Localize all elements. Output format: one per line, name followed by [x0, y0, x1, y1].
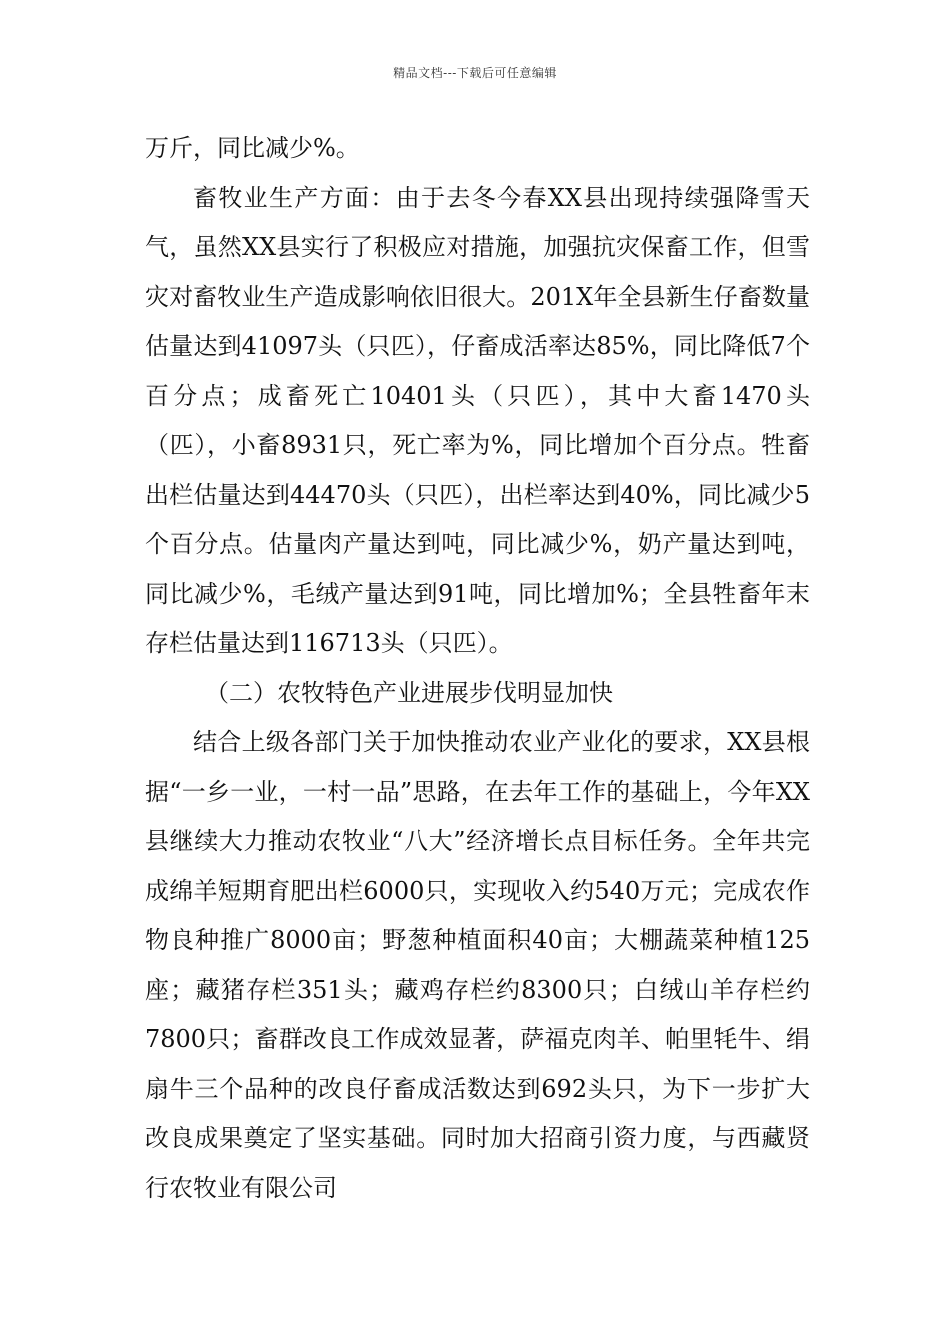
document-body	[145, 124, 810, 1213]
paragraph-characteristic-industry: 结合上级各部门关于加快推动农业产业化的要求，XX县根据“一乡一业，一村一品”思路，在去年工作的基础上，今年XX县继续大力推动农牧业“八大”经济增长点目标任务。全年共完成绵羊短期育肥出栏6000只，实现收入约540万元；完成农作物良种推广8000亩；野葱种植面积40亩；大棚蔬菜种植125座；藏猪存栏351头；藏鸡存栏约8300只；白绒山羊存栏约7800只；畜群改良工作成效显著，萨福克肉羊、帕里牦牛、绢扇牛三个品种的改良仔畜成活数达到692头只，为下一步扩大改良成果奠定了坚实基础。同时加大招商引资力度，与西藏贤行农牧业有限公司	[145, 728, 810, 1202]
page-header: 精品文档---下载后可任意编辑	[393, 66, 557, 80]
paragraph-livestock-production: 畜牧业生产方面：由于去冬今春XX县出现持续强降雪天气，虽然XX县实行了积极应对措施，加强抗灾保畜工作，但雪灾对畜牧业生产造成影响依旧很大。201X年全县新生仔畜数量估量达到41097头（只匹），仔畜成活率达85%，同比降低7个百分点；成畜死亡10401头（只匹），其中大畜1470头（匹），小畜8931只，死亡率为%，同比增加个百分点。牲畜出栏估量达到44470头（只匹），出栏率达到40%，同比减少5个百分点。估量肉产量达到吨，同比减少%，奶产量达到吨，同比减少%，毛绒产量达到91吨，同比增加%；全县牲畜年末存栏估量达到116713头（只匹）。	[145, 183, 810, 657]
section-heading: （二）农牧特色产业进展步伐明显加快	[205, 678, 613, 707]
paragraph-continuation: 万斤，同比减少%。	[145, 134, 360, 162]
